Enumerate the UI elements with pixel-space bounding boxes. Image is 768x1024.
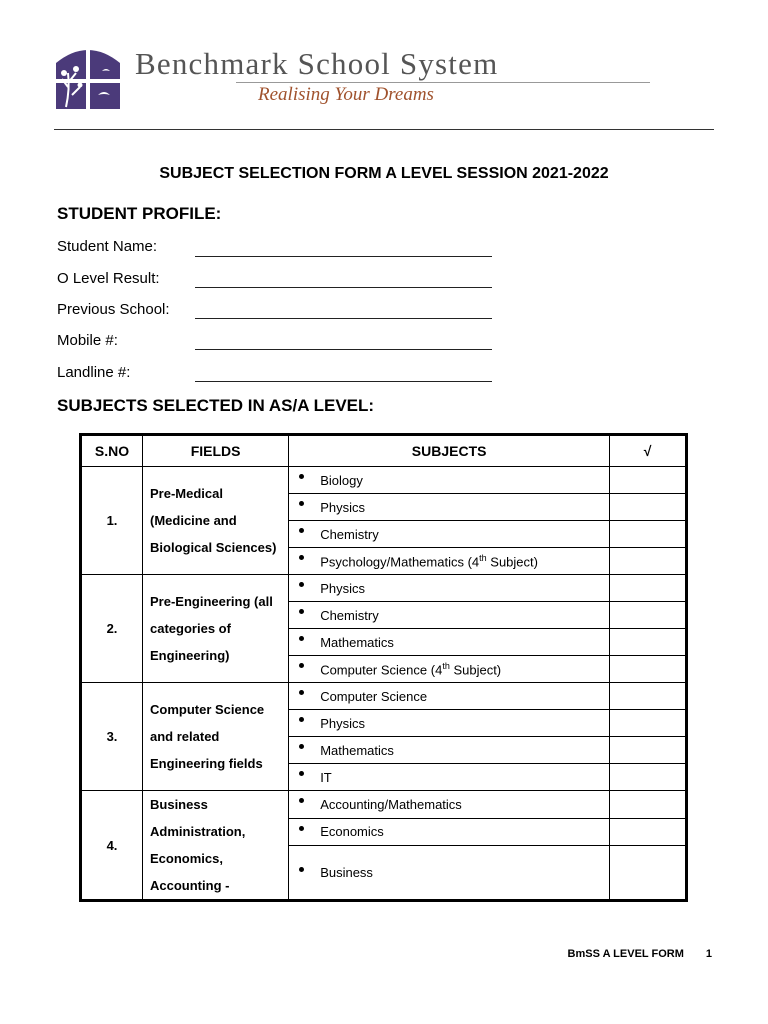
previous-school-field[interactable] [195,318,492,319]
col-fields: FIELDS [143,435,289,467]
tick-cell[interactable] [610,737,687,764]
tick-cell[interactable] [610,791,687,819]
subjects-heading: SUBJECTS SELECTED IN AS/A LEVEL: [57,396,375,415]
field-line: Engineering) [150,648,230,663]
col-sno: S.NO [81,435,143,467]
group-4-field [143,791,289,901]
header-divider-thin [236,82,650,83]
table-row [81,575,687,602]
org-name: Benchmark School System [135,46,499,81]
subject-text: Psychology/Mathematics (4 [320,554,480,570]
student-name-label: Student Name: [57,238,158,255]
ordinal-suffix: th [442,660,450,671]
col-subjects: SUBJECTS [289,435,610,467]
student-profile-heading: STUDENT PROFILE: [57,204,222,223]
group-2-sno: 2. [81,575,143,683]
previous-school-label: Previous School: [57,301,170,318]
subject-tail: Subject) [449,662,502,678]
field-line: Pre-Medical [150,486,223,501]
subject-chemistry: Chemistry [289,602,610,629]
school-logo-icon [54,43,122,111]
subject-physics: Physics [289,575,610,602]
subject-computer-science: Computer Science [289,683,610,710]
landline-label: Landline #: [57,364,131,381]
field-line: and related [150,729,220,744]
tagline: Realising Your Dreams [258,84,434,105]
footer-label: BmSS A LEVEL FORM [567,948,684,960]
table-row [81,791,687,819]
subject-it: IT [289,764,610,791]
field-line: Administration, [150,824,246,839]
o-level-result-label: O Level Result: [57,270,160,287]
subject-accounting-mathematics: Accounting/Mathematics [289,791,610,819]
tick-cell[interactable] [610,656,687,683]
field-line: Pre-Engineering (all [150,594,273,609]
page-number: 1 [705,948,712,960]
tick-cell[interactable] [610,467,687,494]
group-4-sno: 4. [81,791,143,901]
field-line: (Medicine and [150,513,237,528]
tick-cell[interactable] [610,764,687,791]
field-line: Engineering fields [150,756,263,771]
mobile-label: Mobile #: [57,332,118,349]
field-line: Biological Sciences) [150,540,277,555]
group-1-sno: 1. [81,467,143,575]
subject-economics: Economics [289,818,610,846]
student-name-field[interactable] [195,256,492,257]
subject-physics: Physics [289,494,610,521]
group-3-sno: 3. [81,683,143,791]
tick-cell[interactable] [610,629,687,656]
subject-business: Business [289,846,610,901]
subject-biology: Biology [289,467,610,494]
field-line: categories of [150,621,231,636]
group-3-field [143,683,289,791]
table-row [81,467,687,494]
tick-cell[interactable] [610,521,687,548]
form-title: SUBJECT SELECTION FORM A LEVEL SESSION 2021-2022 [159,165,609,182]
mobile-field[interactable] [195,349,492,350]
subject-physics: Physics [289,710,610,737]
page-footer [568,948,712,960]
field-line: Accounting - [150,878,230,893]
field-line: Computer Science [150,702,265,717]
ordinal-suffix: th [479,552,487,563]
tick-cell[interactable] [610,710,687,737]
tick-cell[interactable] [610,818,687,846]
subject-chemistry: Chemistry [289,521,610,548]
subject-psychology-mathematics [289,548,610,575]
tick-cell[interactable] [610,548,687,575]
field-line: Economics, [150,851,223,866]
table-row [81,683,687,710]
tick-cell[interactable] [610,575,687,602]
subject-computer-science [289,656,610,683]
subject-mathematics: Mathematics [289,629,610,656]
subjects-table [79,433,688,902]
field-line: Business [150,797,208,812]
col-tick: √ [610,435,687,467]
tick-cell[interactable] [610,683,687,710]
o-level-result-field[interactable] [195,287,492,288]
subject-tail: Subject) [486,554,538,570]
landline-field[interactable] [195,381,492,382]
subject-text: Computer Science (4 [320,662,443,678]
tick-cell[interactable] [610,494,687,521]
header-divider [54,129,714,130]
group-2-field [143,575,289,683]
table-header-row [81,435,687,467]
group-1-field [143,467,289,575]
tick-cell[interactable] [610,602,687,629]
subject-mathematics: Mathematics [289,737,610,764]
tick-cell[interactable] [610,846,687,901]
